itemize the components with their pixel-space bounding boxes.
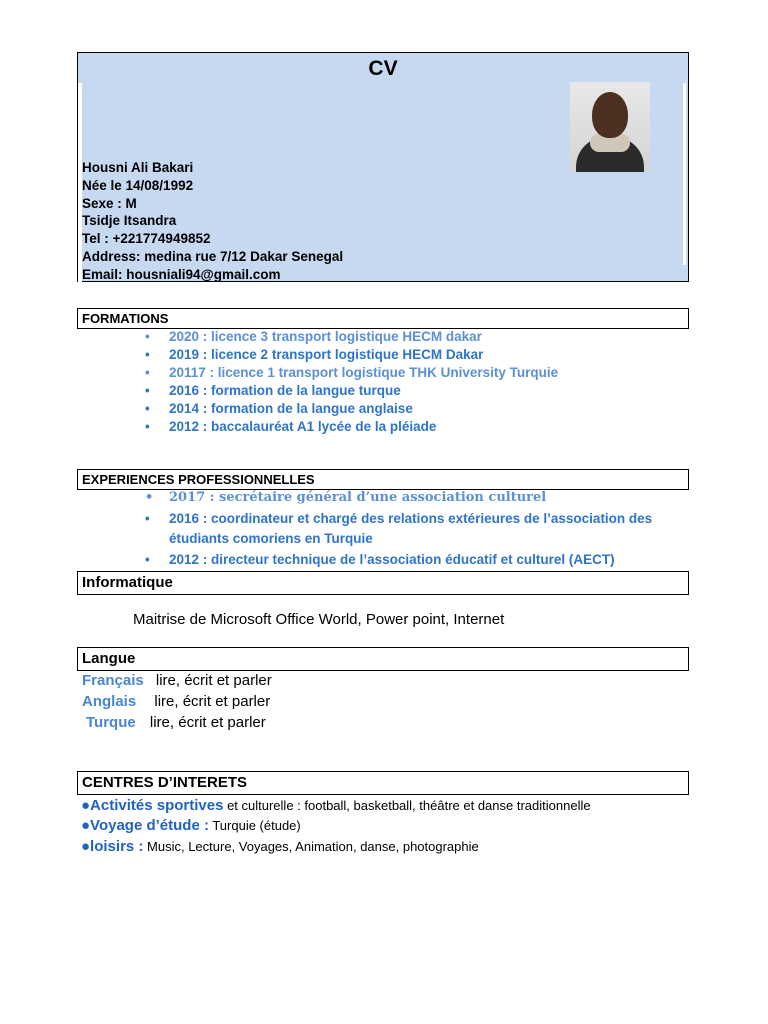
language-row xyxy=(86,714,266,731)
list-item xyxy=(145,509,652,550)
interest-label: ●loisirs : xyxy=(81,838,144,855)
formations-list xyxy=(145,328,558,435)
interest-label: ●Voyage d’étude : xyxy=(81,817,209,834)
informatique-heading: Informatique xyxy=(77,571,689,595)
interest-row xyxy=(81,797,591,814)
langue-heading: Langue xyxy=(77,647,689,671)
interest-row xyxy=(81,838,479,855)
language-name: Français xyxy=(82,672,144,689)
personal-info xyxy=(82,159,343,284)
list-item: • 2014 : formation de la langue anglaise xyxy=(145,400,558,418)
informatique-text: Maitrise de Microsoft Office World, Power point, Internet xyxy=(133,611,505,628)
interest-text: et culturelle : football, basketball, théâtre et danse traditionnelle xyxy=(223,798,591,813)
address: Address: medina rue 7/12 Dakar Senegal xyxy=(82,248,344,264)
experience-line: étudiants comoriens en Turquie xyxy=(169,531,373,546)
list-item: • 2020 : licence 3 transport logistique HECM dakar xyxy=(145,328,558,346)
list-item: • 2019 : licence 2 transport logistique HECM Dakar xyxy=(145,346,558,364)
list-item: • 2012 : baccalauréat A1 lycée de la pléiade xyxy=(145,418,558,436)
list-item: • 2012 : directeur technique de l’association éducatif et culturel (AECT) xyxy=(145,550,652,571)
language-name: Turque xyxy=(86,714,136,731)
interest-text: Music, Lecture, Voyages, Animation, danse, photographie xyxy=(143,839,479,854)
language-level: lire, écrit et parler xyxy=(155,672,272,689)
experiences-list xyxy=(145,488,652,570)
interest-text: Turquie (étude) xyxy=(208,818,301,833)
experiences-heading: EXPERIENCES PROFESSIONNELLES xyxy=(77,469,689,490)
profile-photo xyxy=(570,82,650,172)
phone: Tel : +221774949852 xyxy=(82,231,211,247)
formations-heading: FORMATIONS xyxy=(77,308,689,329)
sex: Sexe : M xyxy=(82,195,137,211)
interets-heading: CENTRES D’INTERETS xyxy=(77,771,689,795)
experience-line: 2016 : coordinateur et chargé des relations extérieures de l’association des xyxy=(169,510,653,526)
language-row xyxy=(82,672,272,689)
hometown: Tsidje Itsandra xyxy=(82,213,177,229)
language-level: lire, écrit et parler xyxy=(154,693,271,710)
language-level: lire, écrit et parler xyxy=(149,714,266,731)
list-item: • 2017 : secrétaire général d’une association culturel xyxy=(145,488,652,509)
full-name: Housni Ali Bakari xyxy=(82,160,194,175)
interest-row xyxy=(81,817,301,834)
email: Email: housniali94@gmail.com xyxy=(82,266,281,282)
language-name: Anglais xyxy=(82,693,137,710)
cv-title: CV xyxy=(368,57,398,80)
list-item: • 20117 : licence 1 transport logistique THK University Turquie xyxy=(145,364,558,382)
language-row xyxy=(82,693,270,710)
header-right-margin xyxy=(683,83,686,265)
list-item: • 2016 : formation de la langue turque xyxy=(145,382,558,400)
cv-header xyxy=(77,52,689,282)
interest-label: ●Activités sportives xyxy=(81,797,224,814)
birth-date: Née le 14/08/1992 xyxy=(82,177,194,193)
